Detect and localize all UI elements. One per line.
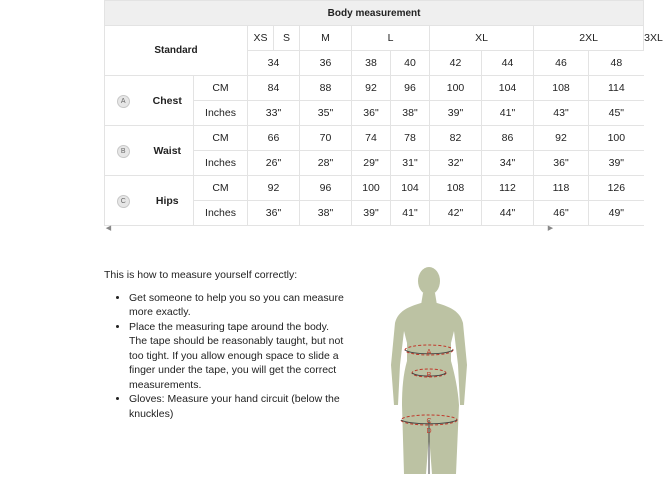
table-cell: 36" [248,201,300,226]
table-cell: 35" [300,101,352,126]
measurement-badge: C [117,195,130,208]
size-header: M [300,26,352,51]
list-item: • Get someone to help you so you can measure more exactly. [129,291,344,320]
table-cell: 39" [352,201,391,226]
size-header: S [274,26,300,51]
body-part-label: Waist [142,126,194,176]
table-row [105,176,644,201]
body-part-label: Hips [142,176,194,226]
size-header: L [352,26,430,51]
table-cell: 42" [430,201,482,226]
scroll-left-icon[interactable]: ◀ [105,225,112,232]
table-cell: 96 [391,76,430,101]
table-cell: 41" [391,201,430,226]
table-row [105,126,644,151]
table-cell: 88 [300,76,352,101]
unit-label: Inches [194,101,248,126]
table-cell: 108 [534,76,589,101]
table-cell: 92 [352,76,391,101]
marker-a: A [426,349,432,356]
table-cell: 32" [430,151,482,176]
table-cell: 29" [352,151,391,176]
table-cell: 78 [391,126,430,151]
instructions-list [104,291,344,422]
unit-label: CM [194,126,248,151]
table-cell: 44" [482,201,534,226]
instructions-intro: This is how to measure yourself correctly: [104,269,298,281]
measurement-badge: A [117,95,130,108]
table-cell: 33" [248,101,300,126]
unit-label: Inches [194,201,248,226]
body-part-label: Chest [142,76,194,126]
table-cell: 41" [482,101,534,126]
table-cell: 38" [300,201,352,226]
table-cell: 66 [248,126,300,151]
horizontal-scrollbar[interactable] [104,224,555,233]
numeric-size: 38 [352,51,391,76]
table-cell: 43" [534,101,589,126]
numeric-size: 46 [534,51,589,76]
table-cell: 86 [482,126,534,151]
table-cell: 31" [391,151,430,176]
numeric-size: 40 [391,51,430,76]
table-cell: 82 [430,126,482,151]
table-cell: 104 [482,76,534,101]
measurement-marker [105,76,142,126]
table-cell: 36" [534,151,589,176]
marker-c: C [426,418,432,425]
table-cell: 39" [589,151,644,176]
size-table-container[interactable] [104,0,663,236]
numeric-size: 42 [430,51,482,76]
unit-label: Inches [194,151,248,176]
list-item: • Gloves: Measure your hand circuit (below the knuckles) [129,392,344,421]
table-cell: 108 [430,176,482,201]
table-cell: 34" [482,151,534,176]
table-cell: 70 [300,126,352,151]
size-header: XS [248,26,274,51]
table-cell: 114 [589,76,644,101]
numeric-size: 48 [589,51,644,76]
table-title: Body measurement [105,1,644,26]
marker-d: D [426,428,432,435]
table-cell: 100 [352,176,391,201]
table-cell: 100 [589,126,644,151]
table-cell: 36" [352,101,391,126]
standard-label: Standard [105,26,248,76]
marker-b: B [426,372,432,379]
size-table: Body measurement Standard XS S M L XL 2XL 3XL 34 36 38 40 42 44 46 48 A Chest CM 84 88 92 96 100 104 108 114 Inches 33" 35" 36" 38" 39" 41" 43" 45" B Waist CM 66 70 74 78 82 86 92 100 Inches 26" 28" 29" 31" 32" 34" 36" 39" C Hips CM 92 96 100 104 108 112 118 126 Inches 36" 38" 39" 41" 42" 44" 46" 49" [104,0,644,226]
table-cell: 84 [248,76,300,101]
table-cell: 45" [589,101,644,126]
table-cell: 118 [534,176,589,201]
measurement-marker [105,126,142,176]
table-cell: 74 [352,126,391,151]
unit-label: CM [194,76,248,101]
table-cell: 49" [589,201,644,226]
measurement-badge: B [117,145,130,158]
measurement-marker [105,176,142,226]
table-cell: 92 [248,176,300,201]
table-cell: 28" [300,151,352,176]
table-cell: 46" [534,201,589,226]
table-cell: 104 [391,176,430,201]
table-cell: 38" [391,101,430,126]
numeric-size: 44 [482,51,534,76]
body-measurement-figure [388,265,478,474]
body-silhouette-icon [388,265,478,474]
list-item: • Place the measuring tape around the body. The tape should be reasonably taught, but not too tight. If you allow enough space to slide a finger under the tape, you will get the correct measurements. [129,320,344,393]
table-cell: 26" [248,151,300,176]
size-header: 2XL [534,26,644,51]
table-cell: 39" [430,101,482,126]
numeric-size: 36 [300,51,352,76]
measuring-instructions [104,268,344,421]
table-cell: 100 [430,76,482,101]
scroll-right-icon[interactable]: ▶ [547,225,554,232]
table-cell: 92 [534,126,589,151]
table-cell: 126 [589,176,644,201]
size-header: XL [430,26,534,51]
unit-label: CM [194,176,248,201]
numeric-size: 34 [248,51,300,76]
table-row [105,76,644,101]
table-cell: 96 [300,176,352,201]
table-cell: 112 [482,176,534,201]
